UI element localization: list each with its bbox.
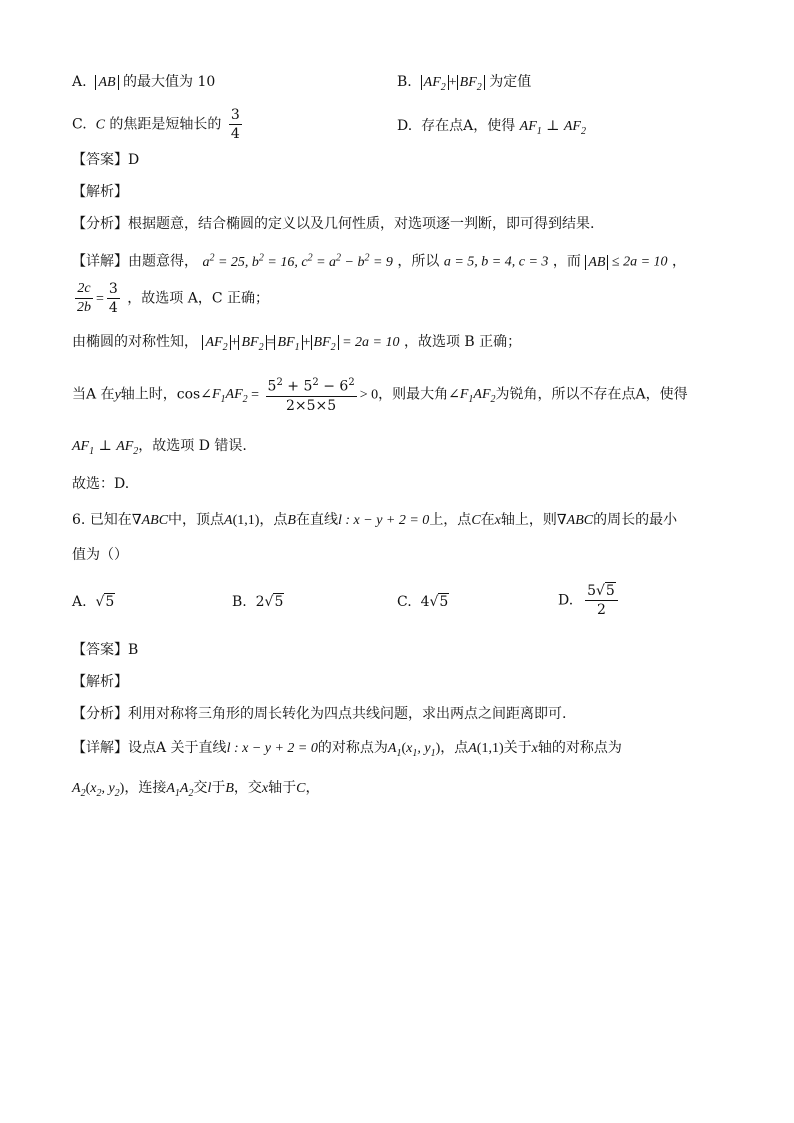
q6-detail-line-2: $A_2(x_2$, $y_2$)，连接$A_1A_2$交l于B，交x轴于C， xyxy=(72,780,320,799)
jiexi-heading: 【解析】 xyxy=(72,184,128,200)
detail-line-4: 当A 在y轴上时，$\cos\angle F_1AF_2$ = $\frac{5^2 + 5^2 - 6^2}{2\times 5\times 5}$ > 0，则最大角$\angle F_1AF_2$为锐角，所以不存在点A，使得 xyxy=(72,374,688,415)
question-6-stem-2: 值为（） xyxy=(72,547,128,563)
q6-option-d: D. $\frac{5√5}{2}$ xyxy=(558,582,621,619)
q6-detail-line-1: 【详解】设点A 关于直线l : x − y + 2 = 0的对称点为$A_1(x_1$, $y_1$)，点A(1,1)关于x轴的对称点为 xyxy=(72,740,622,759)
math-af2: $AF_2$ xyxy=(421,75,449,90)
detail-line-5: $AF_1$ ⊥ $AF_2$，故选项 D 错误. xyxy=(72,438,247,457)
q6-option-a: A. √5 xyxy=(72,594,115,610)
conclusion-line: 故选：D. xyxy=(72,476,130,492)
q6-jiexi-heading: 【解析】 xyxy=(72,674,128,690)
q6-option-b: B. 2√5 xyxy=(232,594,284,610)
math-ab: AB xyxy=(95,75,118,90)
fraction-3-4: $\frac{3}{4}$ xyxy=(230,107,240,142)
detail-line-3: 由椭圆的对称性知， $AF_2 + BF_2 = BF_1 + BF_2 = 2a = 10$ ，故选项 B 正确； xyxy=(72,334,522,353)
answer-line: 【答案】D xyxy=(72,152,140,168)
option-d: D. 存在点A，使得 $AF_1$ ⊥ $AF_2$ xyxy=(397,118,586,137)
option-b: B. $AF_2 + BF_2$ 为定值 xyxy=(397,74,532,93)
analysis-line: 【分析】根据题意，结合椭圆的定义以及几何性质，对选项逐一判断，即可得到结果. xyxy=(72,216,595,232)
detail-line-2: $\frac{2c}{2b}$ = $\frac{3}{4}$ ，故选项 A，C 正确； xyxy=(77,281,270,316)
math-bf2: $BF_2$ xyxy=(457,75,485,90)
question-6-stem: 6. 已知在∇ABC中，顶点A(1,1)，点B在直线l : x − y + 2 = 0上，点C在x轴上，则∇ABC的周长的最小 xyxy=(72,512,678,528)
math-eq-abc: $a^2 = 25$, $b^2 = 16$, $c^2 = a^2 - b^2 = 9$ xyxy=(202,252,393,270)
q6-analysis-line: 【分析】利用对称将三角形的周长转化为四点共线问题，求出两点之间距离即可. xyxy=(72,706,567,722)
q6-option-c: C. 4√5 xyxy=(397,594,449,610)
detail-line-1: 【详解】由题意得， $a^2 = 25$, $b^2 = 16$, $c^2 = a^2 - b^2 = 9$ ，所以 a = 5, b = 4, c = 3 ，而 AB ≤ 2a = 10 ， xyxy=(72,252,687,270)
option-a: A. AB 的最大值为 10 xyxy=(72,74,216,90)
option-c: C. C 的焦距是短轴长的 $\frac{3}{4}$ xyxy=(72,107,240,142)
q6-answer-line: 【答案】B xyxy=(72,642,139,658)
